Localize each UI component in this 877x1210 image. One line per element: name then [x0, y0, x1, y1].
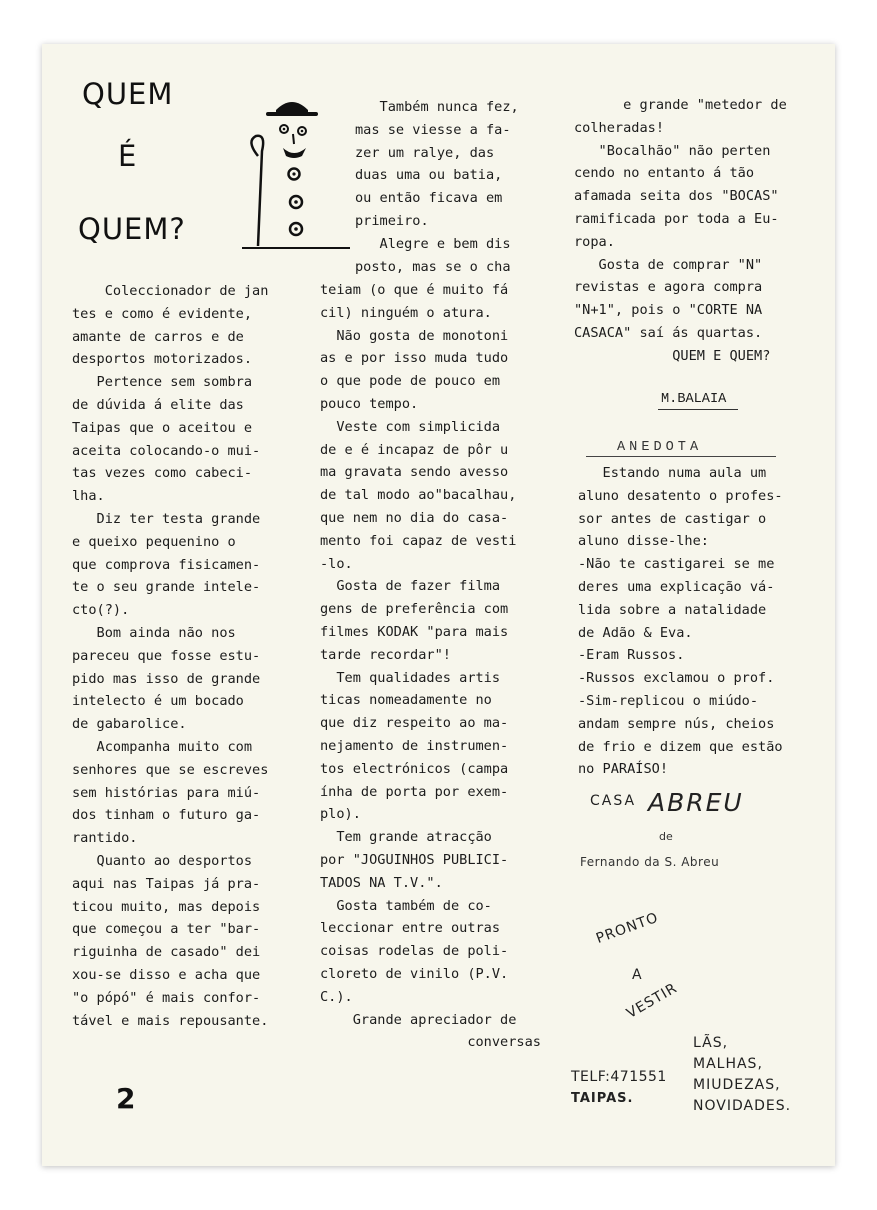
ad-casa-label: CASA	[590, 793, 637, 809]
ad-shop-name: ABREU	[648, 788, 744, 817]
column-3-text: e grande "metedor de colheradas! "Bocalhão" não perten cendo no entanto á tão afamada seita dos "BOCAS" ramificada por toda a Eu- ropa. Gosta de comprar "N" revistas e agora compra "N+1", pois o "CORTE NA CASACA" saí ás quartas. QUEM E QUEM?	[574, 97, 787, 364]
ad-vestir-label: VESTIR	[624, 980, 681, 1022]
bowler-hat-man-icon	[236, 96, 354, 256]
anedota-text: Estando numa aula um aluno desatento o profes- sor antes de castigar o aluno disse-lhe: -Não te castigarei se me deres uma explicação vá- lida sobre a natalidade de Adão & Eva. -Eram Russos. -Russos exclamou o prof. -Sim-replicou o miúdo- andam sempre nús, cheios de frio e dizem que estão no PARAÍSO!	[578, 465, 783, 778]
column-2-top-text: Também nunca fez, mas se viesse a fa- zer um ralye, das duas uma ou batia, ou então ficava em primeiro. Alegre e bem dis posto, mas se o cha	[355, 99, 519, 275]
page-number: 2	[116, 1082, 136, 1115]
ad-town: TAIPAS.	[571, 1091, 634, 1106]
ad-de-label: de	[659, 830, 673, 843]
heading-quem: QUEM	[82, 77, 174, 111]
ad-pronto-label: PRONTO	[594, 909, 661, 948]
heading-quem-question: QUEM?	[78, 212, 186, 246]
ad-telephone: TELF:471551	[571, 1069, 667, 1085]
author-signature: M.BALAIA	[661, 392, 727, 407]
anedota-underline	[586, 456, 776, 457]
signature-underline	[658, 409, 738, 410]
anedota-title: ANEDOTA	[617, 440, 703, 455]
ad-a-label: A	[632, 967, 642, 983]
ad-owner-name: Fernando da S. Abreu	[580, 855, 720, 869]
column-1-text: Coleccionador de jan tes e como é evidente, amante de carros e de desportos motorizados. Pertence sem sombra de dúvida á elite das Taipas que o aceitou e aceita colocando-o mui- tas vezes como cabeci- lha. Diz ter testa grande e queixo pequenino o que comprova fisicamen- te o seu grande intele- cto(?). Bom ainda não nos pareceu que fosse estu- pido mas isso de grande intelecto é um bocado de gabarolice. Acompanha muito com senhores que se escreves sem histórias para miú- dos tinham o futuro ga- rantido. Quanto ao desportos aqui nas Taipas já pra- ticou muito, mas depois que começou a ter "bar- riguinha de casado" dei xou-se disso e acha que "o pópó" é mais confor- tável e mais repousante.	[72, 283, 269, 1029]
ad-products-list: LÃS, MALHAS, MIUDEZAS, NOVIDADES.	[693, 1035, 792, 1114]
column-2-text: teiam (o que é muito fá cil) ninguém o atura. Não gosta de monotoni as e por isso muda tudo o que pode de pouco em pouco tempo. Veste com simplicida de e é incapaz de pôr u ma gravata sendo avesso de tal modo ao"bacalhau, que nem no dia do casa- mento foi capaz de vesti -lo. Gosta de fazer filma gens de preferência com filmes KODAK "para mais tarde recordar"! Tem qualidades artis ticas nomeadamente no que diz respeito ao ma- nejamento de instrumen- tos electrónicos (campa ínha de porta por exem- plo). Tem grande atracção por "JOGUINHOS PUBLICI- TADOS NA T.V.". Gosta também de co- leccionar entre outras coisas rodelas de poli- cloreto de vinilo (P.V. C.). Grande apreciador de conversas	[320, 282, 541, 1051]
heading-e: É	[118, 139, 138, 173]
